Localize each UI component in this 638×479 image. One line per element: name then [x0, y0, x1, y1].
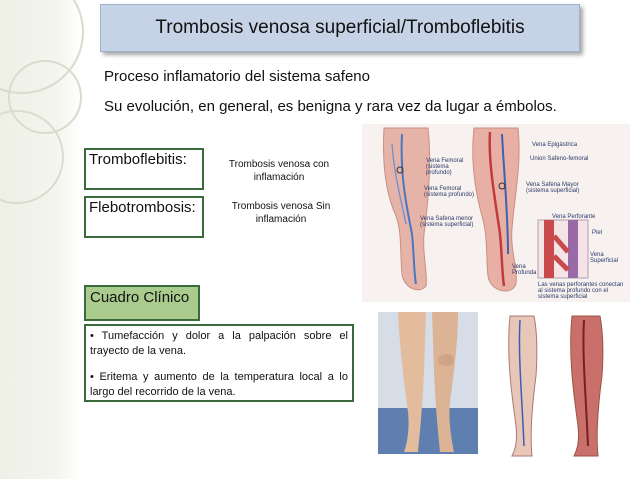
intro-line-1: Proceso inflamatorio del sistema safeno: [104, 68, 370, 85]
clinical-heading: Cuadro Clínico: [84, 285, 200, 321]
clinical-item: • Tumefacción y dolor a la palpación sobre el trayecto de la vena.: [90, 330, 348, 358]
clinical-box: [84, 324, 354, 402]
clinical-item: • Eritema y aumento de la temperatura local a lo largo del recorrido de la vena.: [90, 370, 348, 399]
legs-photo-drawing: [378, 312, 478, 454]
label-safena-menor: Vena Safena menor (sistema superficial): [420, 216, 474, 228]
label-profunda: Vena Profunda: [512, 264, 537, 276]
term-box-flebotrombosis: [84, 196, 204, 238]
term-box-tromboflebitis: [84, 148, 204, 190]
leg-comparison-drawing: [492, 306, 616, 460]
slide-title: Trombosis venosa superficial/Tromboflebitis: [100, 4, 580, 52]
label-perforante: Vena Perforante: [552, 214, 596, 220]
venous-anatomy-diagram: [362, 124, 630, 302]
label-femoral-comun: Vena Femoral (sistema profundo): [424, 186, 475, 198]
label-safena-mayor: Vena Safena Mayor (sistema superficial): [526, 182, 580, 194]
term-description: Trombosis venosa con inflamación: [228, 159, 330, 183]
thrombosis-illustration: [492, 306, 616, 460]
legs-photo: [378, 312, 478, 454]
label-superficial: Vena Superficial: [590, 252, 619, 264]
intro-line-2: Su evolución, en general, es benigna y rara vez da lugar a émbolos.: [104, 98, 557, 115]
label-femoral: Vena Femoral (sistema profundo): [426, 158, 464, 176]
legs-illustration: [362, 124, 630, 302]
label-epigastrica: Vena Epigástrica: [532, 142, 578, 148]
label-piel: Piel: [592, 230, 603, 236]
term-label: Flebotrombosis:: [89, 199, 196, 216]
term-description: Trombosis venosa Sin inflamación: [231, 201, 331, 225]
label-union: Union Safeno-femoral: [530, 156, 589, 162]
diagram-caption: Las venas perforantes conectan al sistema profundo con el sistema superficial: [538, 282, 624, 300]
term-label: Tromboflebitis:: [89, 151, 187, 168]
